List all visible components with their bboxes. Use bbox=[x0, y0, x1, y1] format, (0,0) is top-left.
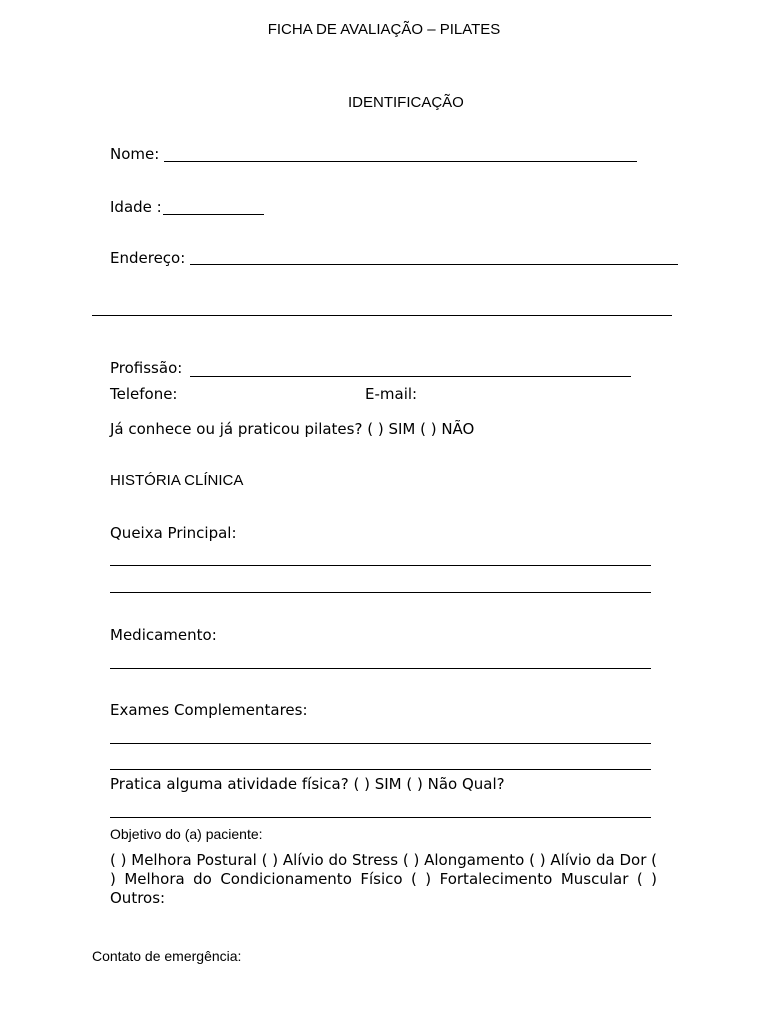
age-label: Idade : bbox=[110, 198, 162, 216]
exams-line-2 bbox=[110, 769, 651, 770]
section-identification: IDENTIFICAÇÃO bbox=[348, 94, 464, 111]
form-title: FICHA DE AVALIAÇÃO – PILATES bbox=[267, 21, 501, 38]
email-label: E-mail: bbox=[365, 385, 418, 403]
name-line bbox=[164, 161, 637, 162]
name-label: Nome: bbox=[110, 145, 160, 163]
objective-label: Objetivo do (a) paciente: bbox=[110, 826, 263, 842]
address-line-2 bbox=[92, 315, 672, 316]
profession-label: Profissão: bbox=[110, 359, 183, 377]
age-line bbox=[163, 214, 264, 215]
exams-line-1 bbox=[110, 743, 651, 744]
medication-line bbox=[110, 668, 651, 669]
physical-activity-line bbox=[110, 817, 651, 818]
objective-options: ( ) Melhora Postural ( ) Alívio do Stress ( ) Alongamento ( ) Alívio da Dor ( ) Melhora do Condicionamento Físico ( ) Fortalecimento Muscular ( ) Outros: bbox=[110, 851, 657, 907]
address-label: Endereço: bbox=[110, 249, 186, 267]
main-complaint-line-1 bbox=[110, 565, 651, 566]
section-clinical-history: HISTÓRIA CLÍNICA bbox=[110, 472, 244, 489]
phone-label: Telefone: bbox=[110, 385, 178, 403]
emergency-contact-label: Contato de emergência: bbox=[92, 948, 242, 964]
address-line bbox=[190, 264, 678, 265]
physical-activity-question: Pratica alguma atividade física? ( ) SIM ( ) Não Qual? bbox=[110, 775, 505, 793]
pilates-question: Já conhece ou já praticou pilates? ( ) SIM ( ) NÃO bbox=[110, 420, 475, 438]
main-complaint-label: Queixa Principal: bbox=[110, 524, 237, 542]
profession-line bbox=[190, 376, 631, 377]
exams-label: Exames Complementares: bbox=[110, 701, 308, 719]
main-complaint-line-2 bbox=[110, 592, 651, 593]
medication-label: Medicamento: bbox=[110, 626, 217, 644]
